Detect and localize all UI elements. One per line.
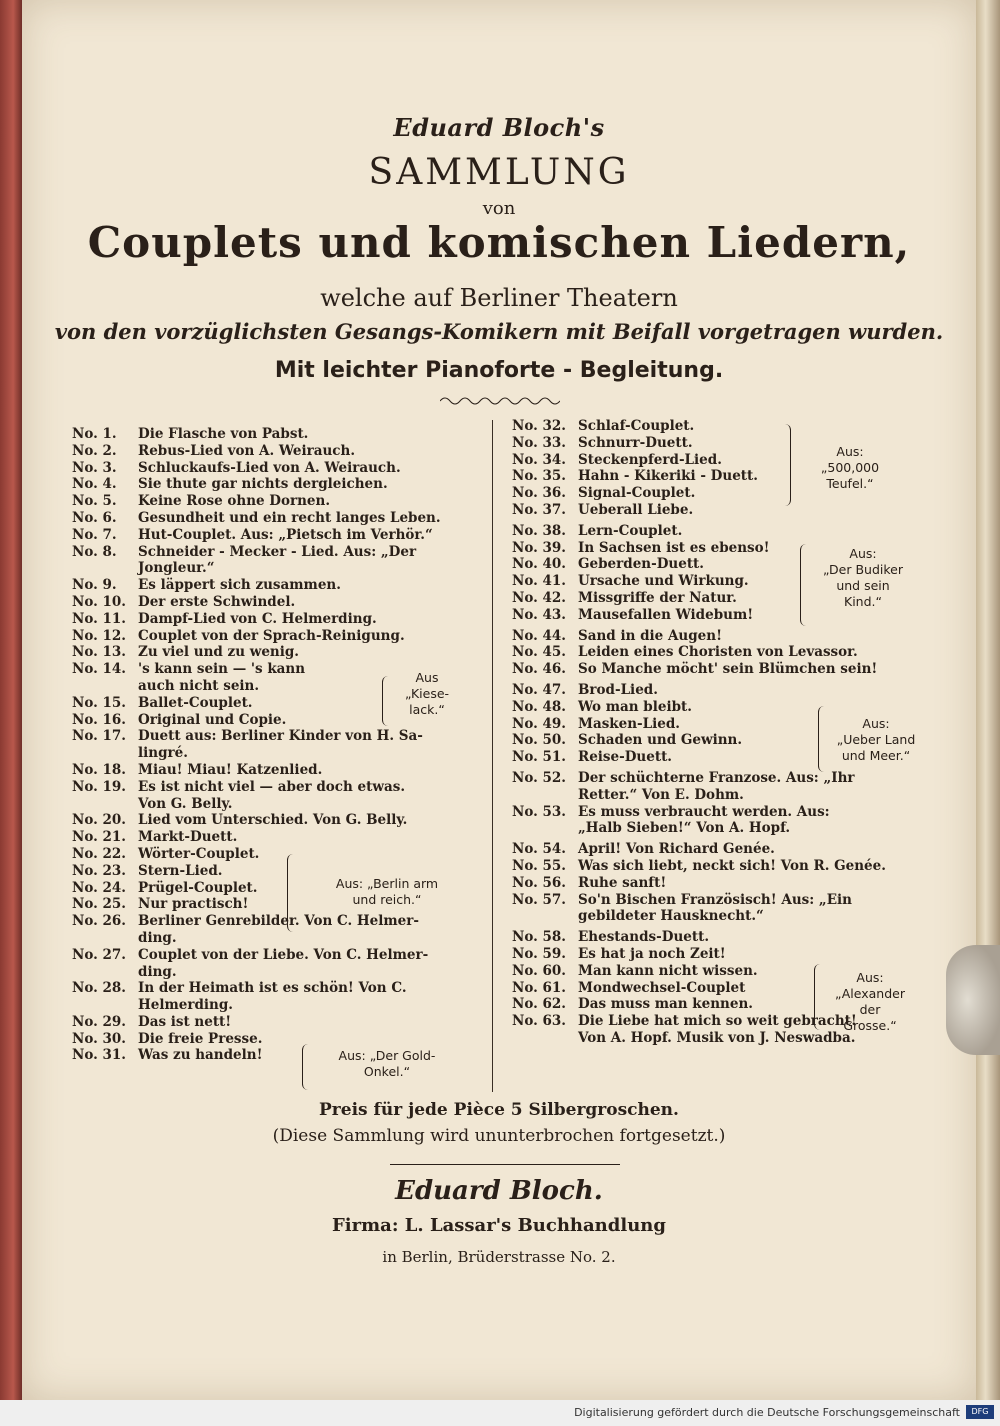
song-title: Steckenpferd-Lied. — [578, 451, 722, 468]
song-number: No. 19. — [72, 778, 126, 795]
song-title: Ehestands-Duett. — [578, 929, 710, 946]
song-entry — [512, 628, 922, 645]
book-spine — [0, 0, 22, 1426]
funding-credit: Digitalisierung gefördert durch die Deutsche Forschungsgemeinschaft — [574, 1406, 960, 1419]
song-number: No. 56. — [512, 874, 566, 891]
song-entry — [72, 745, 482, 762]
song-title: Schluckaufs-Lied von A. Weirauch. — [138, 459, 401, 476]
song-title: Helmerding. — [138, 997, 233, 1014]
song-title: Stern-Lied. — [138, 862, 223, 879]
song-number: No. 6. — [72, 509, 117, 526]
song-number: No. 12. — [72, 627, 126, 644]
continuation-note: (Diese Sammlung wird ununterbrochen fortgesetzt.) — [272, 1126, 726, 1146]
song-entry — [72, 577, 482, 594]
song-number: No. 36. — [512, 485, 566, 502]
publisher-name: Eduard Bloch. — [395, 1176, 603, 1206]
song-number: No. 50. — [512, 732, 566, 749]
song-number: No. 55. — [512, 857, 566, 874]
song-title: In Sachsen ist es ebenso! — [578, 539, 770, 556]
song-title: lingré. — [138, 745, 188, 762]
song-entry — [72, 443, 482, 460]
address: in Berlin, Brüderstrasse No. 2. — [382, 1248, 616, 1266]
song-title: Der schüchterne Franzose. Aus: „Ihr — [578, 769, 855, 786]
song-title: Die Flasche von Pabst. — [138, 426, 309, 442]
song-number: No. 48. — [512, 698, 566, 715]
song-number: No. 11. — [72, 610, 126, 627]
song-title: Es hat ja noch Zeit! — [578, 945, 726, 962]
song-number: No. 58. — [512, 929, 566, 946]
song-number: No. 29. — [72, 1013, 126, 1030]
song-entry — [72, 560, 482, 577]
song-title: Nur practisch! — [138, 896, 249, 913]
song-entry — [512, 841, 922, 858]
song-number: No. 35. — [512, 468, 566, 485]
song-number: No. 8. — [72, 543, 117, 560]
song-entry — [512, 787, 922, 804]
song-entry — [72, 728, 482, 745]
song-entry — [512, 699, 922, 716]
song-entry — [512, 502, 922, 519]
song-entry — [512, 644, 922, 661]
song-entry — [72, 779, 482, 796]
song-title: ding. — [138, 929, 177, 946]
song-title: Retter.“ Von E. Dohm. — [578, 786, 744, 803]
song-number: No. 22. — [72, 845, 126, 862]
song-number: No. 30. — [72, 1030, 126, 1047]
song-title: Jongleur.“ — [138, 560, 215, 577]
song-entry — [72, 594, 482, 611]
song-title: Schnurr-Duett. — [578, 434, 693, 451]
song-title: Signal-Couplet. — [578, 485, 696, 502]
song-title: Man kann nicht wissen. — [578, 962, 758, 979]
song-title: Es ist nicht viel — aber doch etwas. — [138, 778, 406, 795]
song-number: No. 13. — [72, 644, 126, 661]
song-title: Hut-Couplet. Aus: „Pietsch im Verhör.“ — [138, 526, 433, 543]
song-number: No. 42. — [512, 589, 566, 606]
song-title: Das muss man kennen. — [578, 996, 753, 1013]
brace — [287, 854, 296, 932]
song-title: Reise-Duett. — [578, 749, 673, 766]
song-number: No. 4. — [72, 476, 117, 493]
song-number: No. 17. — [72, 728, 126, 745]
song-entry — [72, 493, 482, 510]
song-entry — [512, 682, 922, 699]
annotation-47: Aus: „Ueber Land und Meer.“ — [836, 716, 916, 763]
song-number: No. 18. — [72, 761, 126, 778]
song-number: No. 47. — [512, 681, 566, 698]
song-number: No. 57. — [512, 891, 566, 908]
song-title: Berliner Genrebilder. Von C. Helmer- — [138, 913, 419, 930]
header-accompaniment: Mit leichter Pianoforte - Begleitung. — [274, 358, 724, 383]
dfg-logo: DFG — [966, 1405, 994, 1419]
song-title: Die Liebe hat mich so weit gebracht! — [578, 1013, 857, 1030]
song-number: No. 5. — [72, 493, 117, 510]
song-title: Missgriffe der Natur. — [578, 589, 737, 606]
song-number: No. 9. — [72, 577, 117, 594]
song-title: Mausefallen Widebum! — [578, 606, 754, 623]
song-entry — [72, 644, 482, 661]
song-title: Zu viel und zu wenig. — [138, 644, 300, 661]
song-entry — [512, 908, 922, 925]
song-number: No. 24. — [72, 879, 126, 896]
song-title: Original und Copie. — [138, 711, 287, 728]
song-number: No. 51. — [512, 749, 566, 766]
song-title: Duett aus: Berliner Kinder von H. Sa- — [138, 728, 423, 745]
song-entry — [512, 946, 922, 963]
song-number: No. 26. — [72, 913, 126, 930]
song-number: No. 44. — [512, 627, 566, 644]
song-title: Lern-Couplet. — [578, 522, 683, 539]
song-number: No. 2. — [72, 442, 117, 459]
song-title: Gesundheit und ein recht langes Leben. — [138, 509, 441, 526]
ornament-wave — [440, 395, 560, 407]
song-title: Dampf-Lied von C. Helmerding. — [138, 610, 377, 627]
song-title: Schaden und Gewinn. — [578, 732, 743, 749]
song-number: No. 40. — [512, 556, 566, 573]
song-number: No. 16. — [72, 711, 126, 728]
song-title: ding. — [138, 963, 177, 980]
song-number: No. 32. — [512, 418, 566, 434]
song-number: No. 53. — [512, 803, 566, 820]
song-entry — [72, 997, 482, 1014]
song-title: Couplet von der Sprach-Reinigung. — [138, 627, 405, 644]
header-von: von — [482, 198, 516, 219]
song-number: No. 10. — [72, 593, 126, 610]
song-number: No. 59. — [512, 945, 566, 962]
song-entry — [72, 544, 482, 561]
left-song-list — [72, 426, 482, 1064]
song-title: auch nicht sein. — [138, 677, 260, 694]
song-title: So Manche möcht' sein Blümchen sein! — [578, 661, 878, 678]
song-number: No. 23. — [72, 862, 126, 879]
song-title: Geberden-Duett. — [578, 556, 704, 573]
song-title: Keine Rose ohne Dornen. — [138, 493, 331, 510]
song-entry — [72, 1014, 482, 1031]
song-entry — [72, 930, 482, 947]
song-title: Ballet-Couplet. — [138, 694, 253, 711]
song-entry — [72, 947, 482, 964]
song-number: No. 15. — [72, 694, 126, 711]
song-entry — [72, 1031, 482, 1048]
song-number: No. 20. — [72, 812, 126, 829]
song-entry — [512, 892, 922, 909]
song-entry — [72, 628, 482, 645]
page-edge — [976, 0, 1000, 1400]
song-entry — [512, 523, 922, 540]
song-title: Ruhe sanft! — [578, 874, 667, 891]
header-title: Couplets und komischen Liedern, — [87, 218, 911, 267]
song-title: Das ist nett! — [138, 1013, 232, 1030]
song-entry — [72, 980, 482, 997]
song-title: Brod-Lied. — [578, 681, 658, 698]
header-subtitle-2: von den vorzüglichsten Gesangs-Komikern mit Beifall vorgetragen wurden. — [54, 319, 944, 344]
song-title: Mondwechsel-Couplet — [578, 979, 746, 996]
header-subtitle: welche auf Berliner Theatern — [320, 284, 678, 312]
song-number: No. 45. — [512, 644, 566, 661]
song-number: No. 25. — [72, 896, 126, 913]
song-title: Leiden eines Choristen von Levassor. — [578, 644, 858, 661]
song-title: Von A. Hopf. Musik von J. Neswadba. — [578, 1029, 856, 1046]
song-title: Rebus-Lied von A. Weirauch. — [138, 442, 356, 459]
song-title: So'n Bischen Französisch! Aus: „Ein — [578, 891, 852, 908]
song-number: No. 31. — [72, 1047, 126, 1064]
brace — [302, 1044, 311, 1090]
header-sammlung: SAMMLUNG — [368, 152, 630, 193]
song-title: Schlaf-Couplet. — [578, 418, 695, 434]
song-entry — [72, 476, 482, 493]
song-number: No. 39. — [512, 539, 566, 556]
song-title: Markt-Duett. — [138, 829, 238, 846]
song-entry — [512, 858, 922, 875]
bookmark-tab — [946, 945, 1000, 1055]
brace — [782, 424, 791, 506]
song-title: Sie thute gar nichts dergleichen. — [138, 476, 388, 493]
song-entry — [72, 913, 482, 930]
header-publisher: Eduard Bloch's — [393, 113, 605, 142]
song-title: April! Von Richard Genée. — [578, 841, 775, 858]
song-number: No. 60. — [512, 962, 566, 979]
song-number: No. 3. — [72, 459, 117, 476]
song-number: No. 52. — [512, 769, 566, 786]
song-entry — [512, 875, 922, 892]
song-number: No. 37. — [512, 501, 566, 518]
annotation-58: Aus: „Alexander der Grosse.“ — [835, 970, 905, 1033]
song-title: Ueberall Liebe. — [578, 501, 694, 518]
song-number: No. 54. — [512, 841, 566, 858]
separator-rule — [390, 1164, 620, 1165]
song-title: Sand in die Augen! — [578, 627, 723, 644]
song-number: No. 21. — [72, 829, 126, 846]
song-title: Masken-Lied. — [578, 715, 681, 732]
song-entry — [72, 460, 482, 477]
annotation-14: Aus „Kiese- lack.“ — [404, 670, 450, 717]
song-title: Der erste Schwindel. — [138, 593, 296, 610]
song-number: No. 33. — [512, 434, 566, 451]
song-entry — [72, 964, 482, 981]
song-entry — [512, 418, 922, 435]
column-divider — [492, 420, 493, 1092]
song-number: No. 14. — [72, 661, 126, 678]
annotation-33: Aus: „500,000 Teufel.“ — [820, 444, 880, 491]
song-title: In der Heimath ist es schön! Von C. — [138, 980, 407, 997]
song-title: Was zu handeln! — [138, 1047, 263, 1064]
song-number: No. 1. — [72, 426, 117, 442]
song-number: No. 41. — [512, 573, 566, 590]
song-entry — [72, 527, 482, 544]
song-title: „Halb Sieben!“ Von A. Hopf. — [578, 820, 791, 837]
song-number: No. 63. — [512, 1013, 566, 1030]
song-title: Prügel-Couplet. — [138, 879, 258, 896]
song-title: Hahn - Kikeriki - Duett. — [578, 468, 758, 485]
song-entry — [512, 804, 922, 821]
song-title: gebildeter Hausknecht.“ — [578, 908, 764, 925]
song-entry — [512, 929, 922, 946]
song-title: Schneider - Mecker - Lied. Aus: „Der — [138, 543, 417, 560]
song-number: No. 43. — [512, 606, 566, 623]
song-title: Couplet von der Liebe. Von C. Helmer- — [138, 946, 429, 963]
song-number: No. 7. — [72, 526, 117, 543]
song-title: Es muss verbraucht werden. Aus: — [578, 803, 830, 820]
song-entry — [72, 611, 482, 628]
song-entry — [512, 820, 922, 837]
song-number: No. 46. — [512, 661, 566, 678]
brace — [382, 676, 391, 726]
annotation-29: Aus: „Der Gold- Onkel.“ — [338, 1048, 436, 1079]
song-entry — [72, 510, 482, 527]
song-entry — [72, 812, 482, 829]
song-title: Es läppert sich zusammen. — [138, 577, 341, 594]
song-entry — [72, 796, 482, 813]
song-title: Wörter-Couplet. — [138, 845, 260, 862]
annotation-38: Aus: „Der Budiker und sein Kind.“ — [823, 546, 903, 609]
song-entry — [512, 770, 922, 787]
song-entry — [72, 762, 482, 779]
song-title: Miau! Miau! Katzenlied. — [138, 761, 323, 778]
price-line: Preis für jede Pièce 5 Silbergroschen. — [319, 1100, 679, 1120]
song-title: Die freie Presse. — [138, 1030, 263, 1047]
song-number: No. 62. — [512, 996, 566, 1013]
song-title: Wo man bleibt. — [578, 698, 692, 715]
song-title: Ursache und Wirkung. — [578, 573, 749, 590]
song-title: Lied vom Unterschied. Von G. Belly. — [138, 812, 408, 829]
song-number: No. 28. — [72, 980, 126, 997]
annotation-21: Aus: „Berlin arm und reich.“ — [335, 876, 439, 907]
song-number: No. 61. — [512, 979, 566, 996]
song-entry — [72, 846, 482, 863]
song-title: 's kann sein — 's kann — [138, 661, 306, 678]
song-entry — [72, 829, 482, 846]
song-number: No. 49. — [512, 715, 566, 732]
song-entry — [512, 661, 922, 678]
song-title: Was sich liebt, neckt sich! Von R. Genée. — [578, 857, 886, 874]
scan-footer — [0, 1400, 1000, 1426]
song-number: No. 27. — [72, 946, 126, 963]
firm-name: Firma: L. Lassar's Buchhandlung — [332, 1215, 666, 1236]
song-number: No. 38. — [512, 522, 566, 539]
song-number: No. 34. — [512, 451, 566, 468]
song-title: Von G. Belly. — [138, 795, 233, 812]
song-entry — [72, 426, 482, 443]
